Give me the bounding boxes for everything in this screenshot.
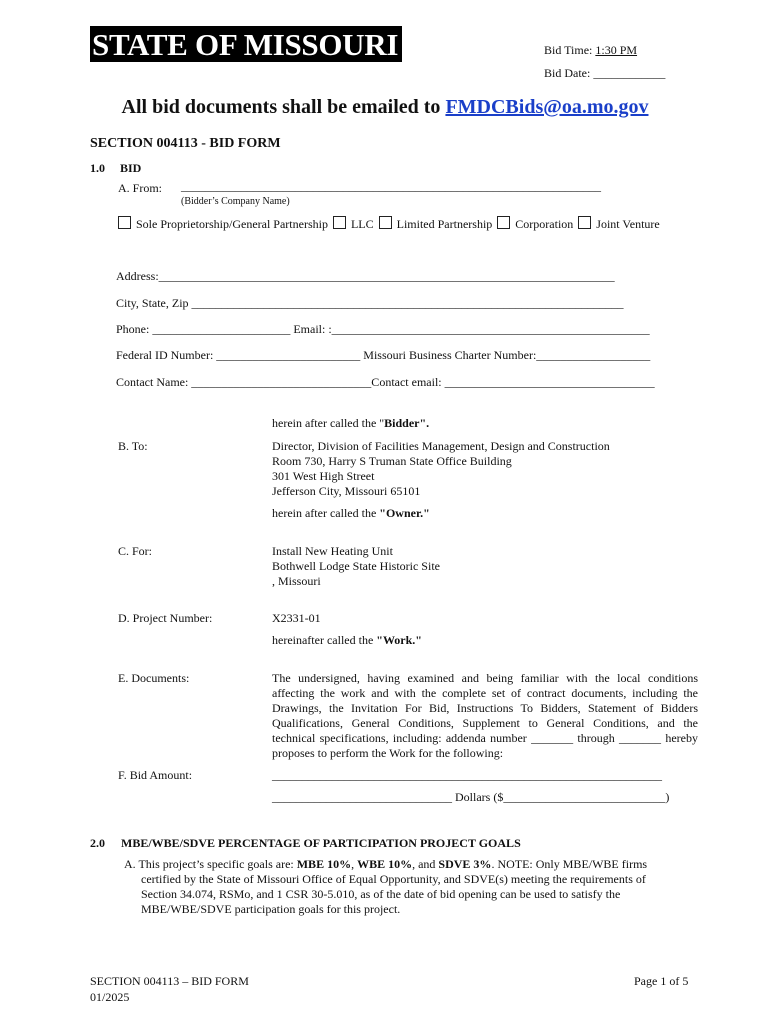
goals-separator: , and <box>412 857 439 871</box>
document-title: STATE OF MISSOURI <box>90 26 402 62</box>
work-designation <box>272 633 422 648</box>
entity-option-llc[interactable] <box>331 217 374 231</box>
contact-field[interactable]: Contact Name: ______________________________Contact email: ___________________________________ <box>116 375 655 389</box>
section-1-number: 1.0 <box>90 161 105 175</box>
documents-paragraph: The undersigned, having examined and being familiar with the local conditions affecting the work and with the complete set of contract documents, including the Drawings, the Invitation For Bid, Instructions To Bidders, Statement of Bidders Qualifications, General Conditions, Supplement to General Conditions, and the technical specifications, including: addenda number _______ through _______ hereby proposes to perform the Work for the following: <box>272 671 698 760</box>
company-name-line[interactable]: ______________________________________________________________________ <box>181 179 601 193</box>
entity-option-sole[interactable] <box>116 217 328 231</box>
entity-label: LLC <box>350 217 374 231</box>
owner-designation <box>272 506 430 521</box>
wbe-goal: WBE 10% <box>357 857 413 871</box>
address-field[interactable]: Address:____________________________________________________________________________ <box>116 269 615 283</box>
entity-option-joint-venture[interactable] <box>576 217 659 231</box>
footer-date: 01/2025 <box>90 990 130 1004</box>
project-number-label: D. Project Number: <box>118 611 213 625</box>
mbe-goal: MBE 10% <box>296 857 352 871</box>
footer-section-label: SECTION 004113 – BID FORM <box>90 974 249 988</box>
owner-word: "Owner." <box>379 506 430 520</box>
bidder-word: Bidder". <box>384 416 430 430</box>
project-line: Bothwell Lodge State Historic Site <box>272 559 440 573</box>
entity-option-corporation[interactable] <box>495 217 573 231</box>
email-banner-text: All bid documents shall be emailed to <box>121 96 441 118</box>
goals-note: . NOTE: Only MBE/WBE firms <box>491 857 648 871</box>
project-line: , Missouri <box>272 574 321 588</box>
bid-date-label: Bid Date: <box>544 66 591 80</box>
owner-address-line: Jefferson City, Missouri 65101 <box>272 484 421 498</box>
bidder-designation <box>272 416 429 431</box>
page-number: Page 1 of 5 <box>634 974 689 988</box>
documents-label: E. Documents: <box>118 671 190 685</box>
goals-line: certified by the State of Missouri Office of Equal Opportunity, and SDVE(s) meeting the requirements of <box>141 872 646 886</box>
entity-type-options <box>116 216 660 232</box>
project-description <box>272 544 440 589</box>
owner-address-line: 301 West High Street <box>272 469 375 483</box>
bid-email-link[interactable]: FMDCBids@oa.mo.gov <box>445 96 649 118</box>
entity-label: Joint Venture <box>596 217 660 231</box>
owner-address-line: Director, Division of Facilities Management, Design and Construction <box>272 439 610 453</box>
project-line: Install New Heating Unit <box>272 544 393 558</box>
entity-option-limited-partnership[interactable] <box>377 217 493 231</box>
participation-goals-paragraph <box>124 857 647 917</box>
for-label: C. For: <box>118 544 153 558</box>
federal-id-field[interactable]: Federal ID Number: ________________________ Missouri Business Charter Number:___________________ <box>116 348 651 362</box>
goals-first-line <box>124 857 647 872</box>
bid-amount-words-line[interactable]: _________________________________________________________________ <box>272 768 662 782</box>
goals-line: MBE/WBE/SDVE participation goals for this project. <box>141 902 401 916</box>
owner-prefix: herein after called the <box>272 506 380 520</box>
checkbox[interactable] <box>497 216 510 229</box>
section-title: SECTION 004113 - BID FORM <box>90 136 281 151</box>
bid-amount-dollars-line[interactable]: ______________________________ Dollars ($___________________________) <box>272 790 670 804</box>
from-label: A. From: <box>118 181 163 195</box>
section-2-number: 2.0 <box>90 836 105 850</box>
checkbox[interactable] <box>118 216 131 229</box>
company-name-caption: (Bidder’s Company Name) <box>181 196 290 207</box>
bid-amount-label: F. Bid Amount: <box>118 768 193 782</box>
email-banner <box>0 96 770 119</box>
phone-email-field[interactable]: Phone: _______________________ Email: :_____________________________________________________ <box>116 322 650 336</box>
owner-address-line: Room 730, Harry S Truman State Office Building <box>272 454 512 468</box>
goals-intro: A. This project’s specific goals are: <box>124 857 297 871</box>
entity-label: Limited Partnership <box>396 217 493 231</box>
goals-line: Section 34.074, RSMo, and 1 CSR 30-5.010, as of the date of bid opening can be used to satisfy the <box>141 887 621 901</box>
sdve-goal: SDVE 3% <box>438 857 492 871</box>
entity-label: Corporation <box>515 217 574 231</box>
bid-date <box>544 66 665 81</box>
bid-date-value: ____________ <box>593 66 666 80</box>
bid-time <box>544 43 637 58</box>
owner-address <box>272 439 610 499</box>
checkbox[interactable] <box>333 216 346 229</box>
work-word: "Work." <box>376 633 422 647</box>
section-1-heading: BID <box>120 161 142 175</box>
project-number: X2331-01 <box>272 611 321 625</box>
goals-separator: , <box>351 857 358 871</box>
checkbox[interactable] <box>578 216 591 229</box>
work-prefix: hereinafter called the <box>272 633 377 647</box>
to-label: B. To: <box>118 439 148 453</box>
bid-time-label: Bid Time: <box>544 43 593 57</box>
city-state-zip-field[interactable]: City, State, Zip ________________________________________________________________________ <box>116 296 624 310</box>
checkbox[interactable] <box>379 216 392 229</box>
entity-label: Sole Proprietorship/General Partnership <box>136 217 328 231</box>
bid-time-value: 1:30 PM <box>595 43 638 57</box>
section-2-heading: MBE/WBE/SDVE PERCENTAGE OF PARTICIPATION PROJECT GOALS <box>121 836 521 850</box>
bidder-prefix: herein after called the " <box>272 416 385 430</box>
